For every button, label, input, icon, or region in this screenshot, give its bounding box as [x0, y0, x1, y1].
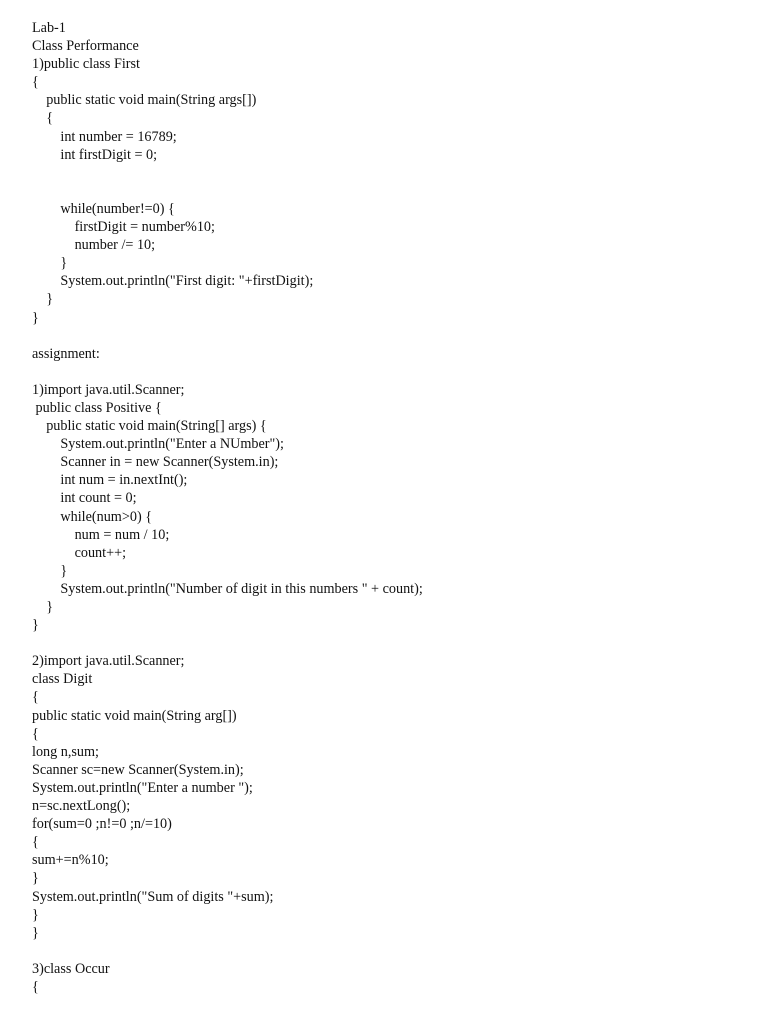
text-line: public static void main(String arg[]) [32, 707, 237, 724]
text-line: } [32, 291, 53, 308]
text-line: System.out.println("Enter a NUmber"); [32, 436, 284, 453]
text-line: } [32, 924, 39, 941]
text-line: int firstDigit = 0; [32, 146, 158, 163]
blank-line [32, 363, 752, 381]
text-line: for(sum=0 ;n!=0 ;n/=10) [32, 816, 172, 833]
text-line: public class Positive { [32, 399, 162, 416]
text-line: num = num / 10; [32, 526, 170, 543]
text-line: 1)public class First [32, 56, 140, 73]
text-line: int num = in.nextInt(); [32, 472, 188, 489]
blank-line [32, 182, 752, 200]
text-line: firstDigit = number%10; [32, 219, 215, 236]
text-line: public static void main(String args[]) [32, 92, 257, 109]
text-line: { [32, 689, 39, 706]
text-line: System.out.println("Enter a number "); [32, 779, 253, 796]
text-line: 1)import java.util.Scanner; [32, 381, 185, 398]
text-line: } [32, 617, 39, 634]
text-line: { [32, 978, 39, 995]
text-line: assignment: [32, 345, 100, 362]
document-body [32, 19, 752, 996]
text-line: } [32, 870, 39, 887]
text-line: { [32, 74, 39, 91]
text-line: long n,sum; [32, 743, 100, 760]
text-line: } [32, 599, 53, 615]
text-line: count++; [32, 544, 127, 561]
text-line: Scanner in = new Scanner(System.in); [32, 454, 279, 471]
blank-line [32, 942, 752, 960]
text-line: { [32, 110, 53, 127]
text-line: } [32, 255, 68, 272]
text-line: while(number!=0) { [32, 200, 175, 217]
blank-line [32, 327, 752, 345]
text-line: } [32, 562, 68, 579]
text-line: Lab-1 [32, 20, 66, 36]
text-line: System.out.println("Number of digit in this numbers " + count); [32, 580, 423, 597]
blank-line [32, 164, 752, 182]
text-line: { [32, 834, 39, 851]
text-line: int count = 0; [32, 490, 137, 507]
text-line: Scanner sc=new Scanner(System.in); [32, 761, 244, 778]
text-line: while(num>0) { [32, 508, 153, 525]
text-line: n=sc.nextLong(); [32, 798, 131, 815]
text-line: { [32, 725, 39, 742]
text-line: 2)import java.util.Scanner; [32, 653, 185, 670]
text-line: sum+=n%10; [32, 852, 109, 869]
text-line: class Digit [32, 671, 93, 688]
text-line: Class Performance [32, 38, 139, 55]
text-line: System.out.println("Sum of digits "+sum); [32, 888, 274, 905]
text-line: } [32, 309, 39, 326]
text-line: 3)class Occur [32, 960, 110, 977]
text-line: public static void main(String[] args) { [32, 418, 267, 435]
blank-line [32, 634, 752, 652]
text-line: number /= 10; [32, 237, 156, 254]
text-line: } [32, 906, 39, 923]
text-line: int number = 16789; [32, 128, 177, 145]
text-line: System.out.println("First digit: "+firstDigit); [32, 273, 314, 290]
